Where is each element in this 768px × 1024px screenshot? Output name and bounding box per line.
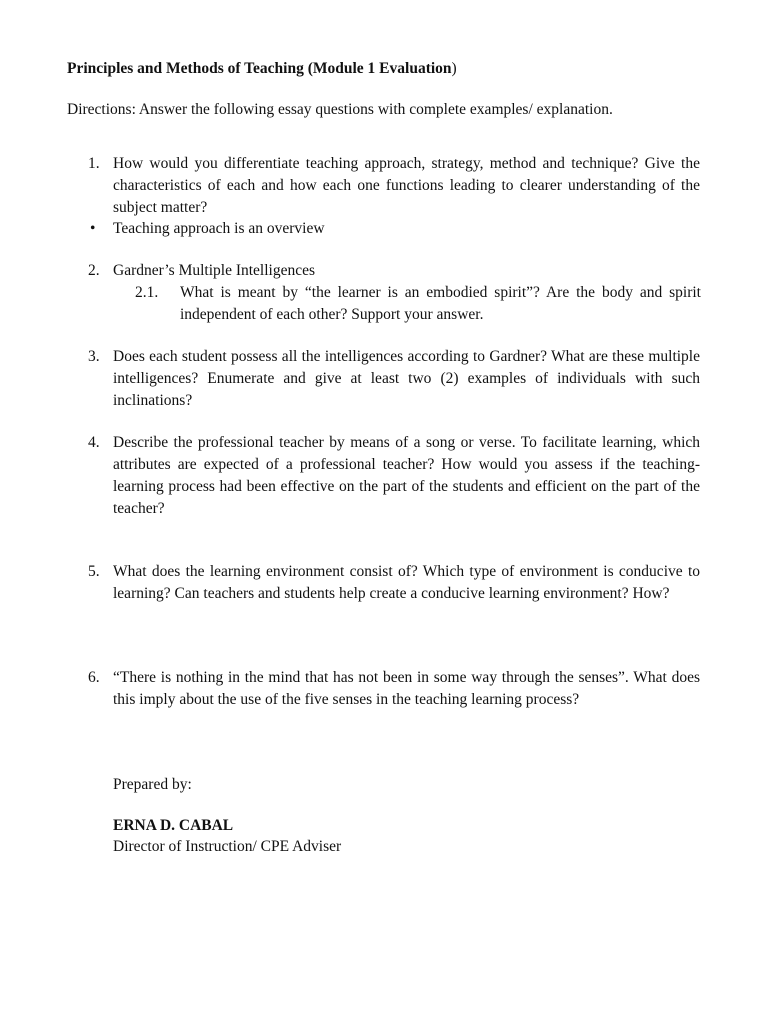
question-2-number: 2. [88, 262, 100, 279]
question-5-text: What does the learning environment consist of? Which type of environment is conducive to learning? Can teachers and students help create a conducive learning environment? How? [113, 563, 700, 602]
question-1-number: 1. [88, 155, 100, 172]
question-6-text: “There is nothing in the mind that has not been in some way through the senses”. What does this imply about the use of the five senses in the teaching learning process? [113, 669, 700, 708]
signer-name: ERNA D. CABAL [113, 817, 234, 834]
answer-bullet-text: Teaching approach is an overview [113, 220, 325, 237]
question-5 [88, 561, 700, 605]
question-6 [88, 667, 700, 711]
question-3-number: 3. [88, 348, 100, 365]
document-title-paren: ) [451, 60, 457, 77]
question-5-number: 5. [88, 563, 100, 580]
question-3 [88, 346, 700, 412]
question-2 [88, 260, 700, 282]
question-2-text: Gardner’s Multiple Intelligences [113, 262, 316, 279]
question-1-text: How would you differentiate teaching approach, strategy, method and technique? Give the characteristics of each and how each one functions leading to clearer understanding of the subject matter? [113, 155, 700, 216]
subquestion-2-1 [135, 282, 701, 326]
bullet-symbol: • [90, 220, 96, 237]
question-3-text: Does each student possess all the intelligences according to Gardner? What are these multiple intelligences? Enumerate and give at least two (2) examples of individuals with such inclinations? [113, 348, 700, 409]
document-title [67, 58, 707, 80]
question-4 [88, 432, 700, 520]
answer-bullet [88, 218, 700, 240]
directions-text: Directions: Answer the following essay questions with complete examples/ explanation. [67, 101, 613, 118]
prepared-by-label: Prepared by: [113, 776, 192, 793]
question-4-text: Describe the professional teacher by means of a song or verse. To facilitate learning, which attributes are expected of a professional teacher? How would you assess if the teaching- learning process had been effective on the part of the students and efficient on the part of the teacher? [113, 434, 700, 517]
question-4-number: 4. [88, 434, 100, 451]
subquestion-2-1-text: What is meant by “the learner is an embodied spirit”? Are the body and spirit independent of each other? Support your answer. [180, 284, 701, 323]
document-title-text: Principles and Methods of Teaching (Module 1 Evaluation [67, 60, 452, 77]
question-1 [88, 153, 700, 219]
subquestion-2-1-number: 2.1. [135, 284, 159, 301]
signer-role: Director of Instruction/ CPE Adviser [113, 838, 342, 855]
question-6-number: 6. [88, 669, 100, 686]
